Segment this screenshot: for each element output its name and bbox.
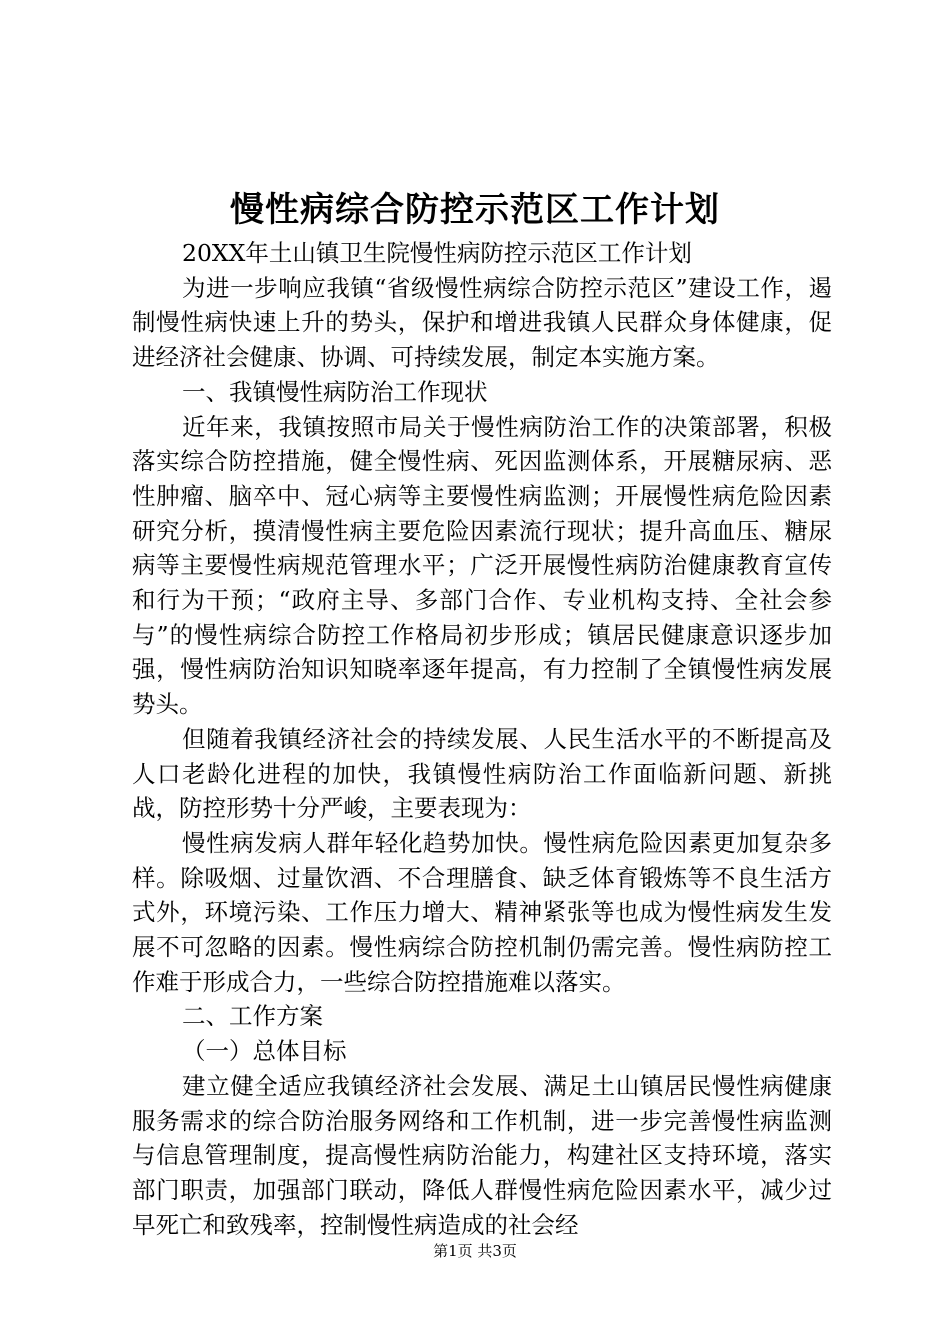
paragraph-subtitle: 20XX年土山镇卫生院慢性病防控示范区工作计划 — [182, 239, 692, 267]
section-heading-plan: 二、工作方案 — [182, 1002, 323, 1031]
page-footer — [0, 1240, 950, 1261]
page-number: 第1页 — [433, 1242, 473, 1260]
paragraph-challenges: 但随着我镇经济社会的持续发展、人民生活水平的不断提高及人口老龄化进程的加快，我镇慢性病防治工作面临新问题、新挑战，防控形势十分严峻，主要表现为： — [132, 724, 832, 823]
document-body — [132, 236, 832, 1242]
paragraph-intro: 为进一步响应我镇“省级慢性病综合防控示范区”建设工作，遏制慢性病快速上升的势头，保护和增进我镇人民群众身体健康，促进经济社会健康、协调、可持续发展，制定本实施方案。 — [132, 273, 832, 372]
section-heading-status: 一、我镇慢性病防治工作现状 — [182, 377, 488, 406]
subsection-heading-goal: （一）总体目标 — [182, 1037, 347, 1066]
document-title: 慢性病综合防控示范区工作计划 — [230, 190, 720, 230]
page-total: 共3页 — [477, 1242, 517, 1260]
paragraph-problems: 慢性病发病人群年轻化趋势加快。慢性病危险因素更加复杂多样。除吸烟、过量饮酒、不合理膳食、缺乏体育锻炼等不良生活方式外，环境污染、工作压力增大、精神紧张等也成为慢性病发生发展不可忽略的因素。慢性病综合防控机制仍需完善。慢性病防控工作难于形成合力，一些综合防控措施难以落实。 — [132, 828, 832, 996]
paragraph-goal: 建立健全适应我镇经济社会发展、满足土山镇居民慢性病健康服务需求的综合防治服务网络和工作机制，进一步完善慢性病监测与信息管理制度，提高慢性病防治能力，构建社区支持环境，落实部门职责，加强部门联动，降低人群慢性病危险因素水平，减少过早死亡和致残率，控制慢性病造成的社会经 — [132, 1071, 832, 1239]
paragraph-status: 近年来，我镇按照市局关于慢性病防治工作的决策部署，积极落实综合防控措施，健全慢性病、死因监测体系，开展糖尿病、恶性肿瘤、脑卒中、冠心病等主要慢性病监测；开展慢性病危险因素研究分析，摸清慢性病主要危险因素流行现状；提升高血压、糖尿病等主要慢性病规范管理水平；广泛开展慢性病防治健康教育宣传和行为干预；“政府主导、多部门合作、专业机构支持、全社会参与”的慢性病综合防控工作格局初步形成；镇居民健康意识逐步加强，慢性病防治知识知晓率逐年提高，有力控制了全镇慢性病发展势头。 — [132, 412, 832, 719]
